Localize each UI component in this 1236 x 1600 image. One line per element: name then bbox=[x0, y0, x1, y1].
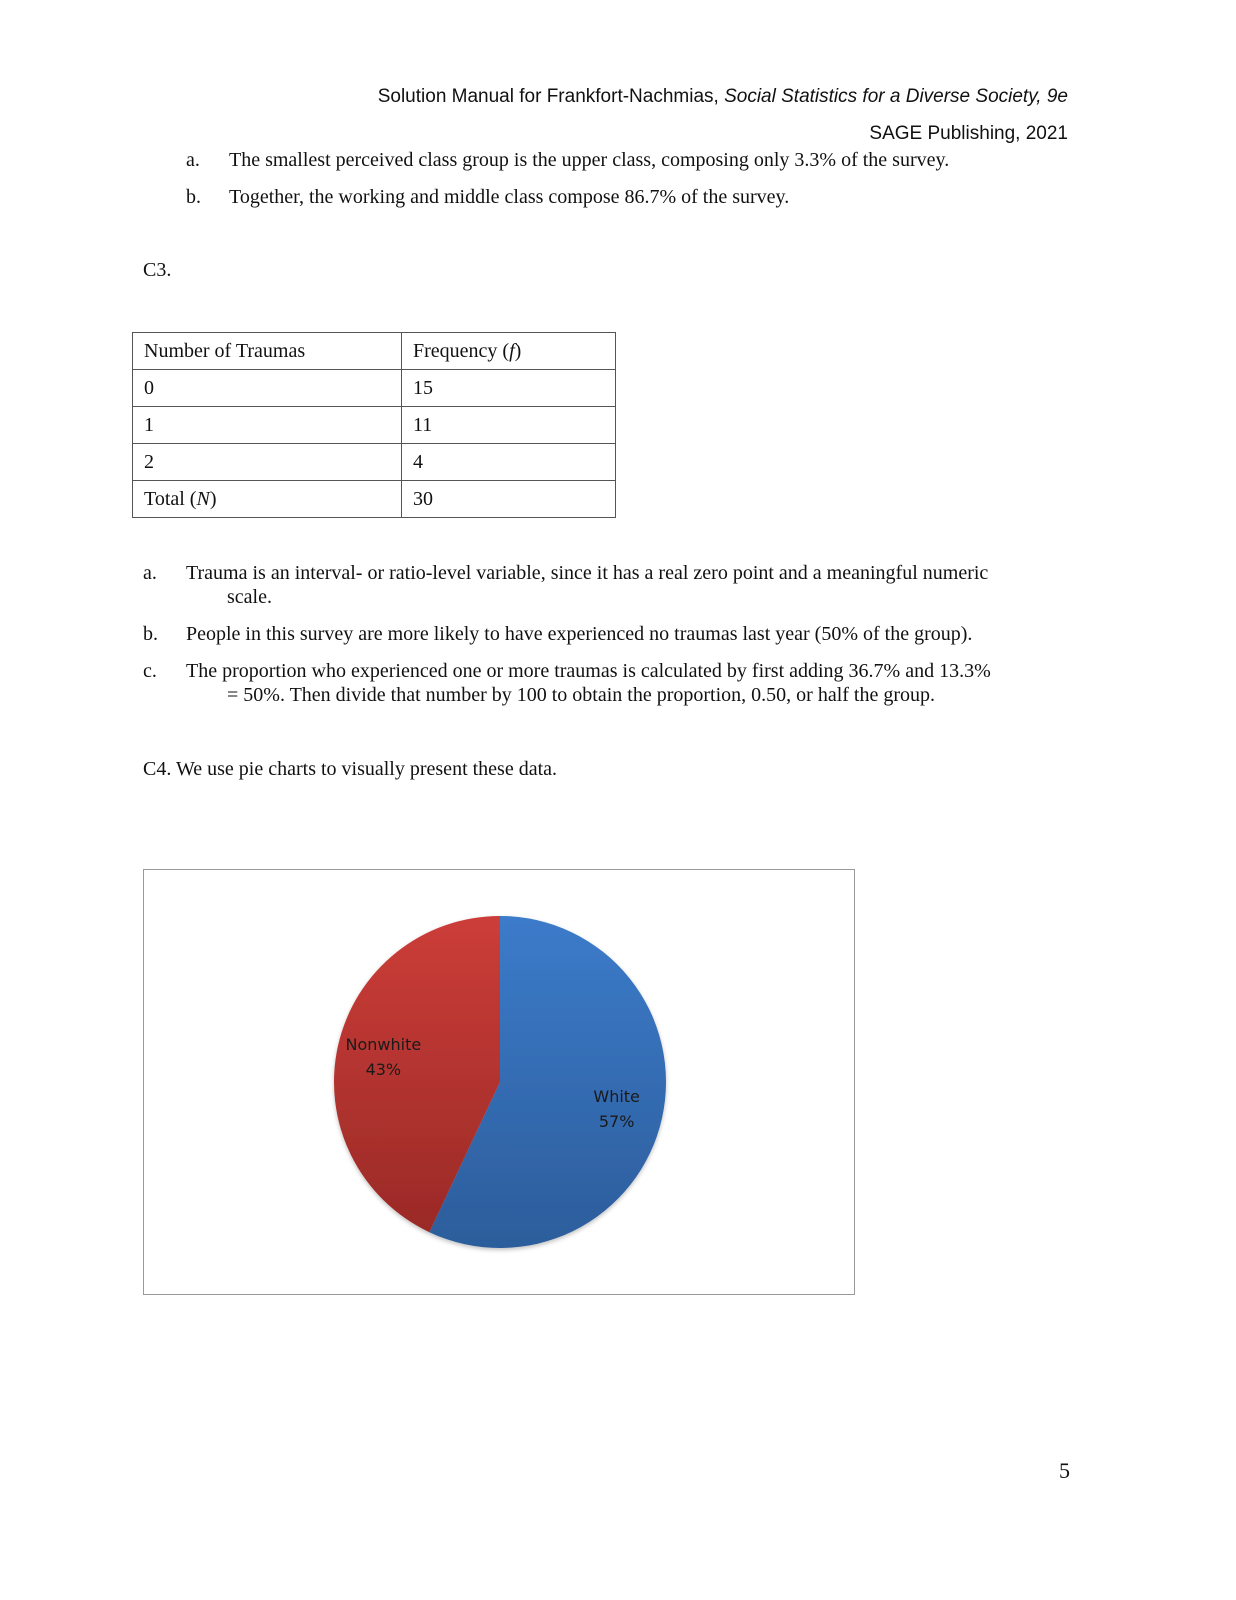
list-item bbox=[186, 185, 1086, 209]
pie-value-label-nonwhite: 43% bbox=[365, 1059, 402, 1079]
list-item bbox=[186, 148, 1086, 172]
table-header-row bbox=[133, 333, 616, 370]
pie-label-white: White bbox=[593, 1087, 640, 1107]
section-heading-c3: C3. bbox=[143, 259, 172, 281]
cell-frequency: 15 bbox=[402, 370, 616, 407]
list-item bbox=[143, 659, 1073, 707]
list-item bbox=[143, 561, 1073, 609]
table-row bbox=[133, 370, 616, 407]
total-label-suffix: ) bbox=[209, 487, 217, 510]
running-header-publisher: SAGE Publishing, 2021 bbox=[869, 123, 1068, 144]
list-item-text: The smallest perceived class group is the upper class, composing only 3.3% of the survey. bbox=[229, 149, 950, 171]
page-number: 5 bbox=[1059, 1458, 1070, 1483]
section-c4-text: C4. We use pie charts to visually present these data. bbox=[143, 758, 558, 780]
header-frequency-prefix: Frequency ( bbox=[413, 339, 510, 362]
pie-chart bbox=[144, 870, 856, 1296]
header-cell-traumas: Number of Traumas bbox=[133, 333, 402, 370]
cell-total-label bbox=[133, 481, 402, 518]
header-frequency-symbol: f bbox=[509, 339, 515, 362]
list-marker: b. bbox=[186, 186, 201, 208]
frequency-table bbox=[132, 332, 616, 518]
table-total-row bbox=[133, 481, 616, 518]
list-marker: b. bbox=[143, 623, 158, 645]
list-item-text-continued: = 50%. Then divide that number by 100 to obtain the proportion, 0.50, or half the group. bbox=[227, 684, 936, 706]
list-item-text-continued: scale. bbox=[227, 586, 272, 608]
cell-traumas: 0 bbox=[133, 370, 402, 407]
list-marker: a. bbox=[186, 149, 200, 171]
list-item-text: Trauma is an interval- or ratio-level variable, since it has a real zero point and a meaningful numeric bbox=[186, 562, 989, 584]
header-frequency-suffix: ) bbox=[514, 339, 522, 362]
pie-chart-frame bbox=[143, 869, 855, 1295]
table-row bbox=[133, 407, 616, 444]
cell-frequency: 4 bbox=[402, 444, 616, 481]
table-row bbox=[133, 444, 616, 481]
pie-label-nonwhite: Nonwhite bbox=[345, 1034, 422, 1054]
total-label-prefix: Total ( bbox=[144, 487, 197, 510]
header-book-title: Social Statistics for a Diverse Society, 9e bbox=[724, 86, 1068, 107]
header-cell-frequency bbox=[402, 333, 616, 370]
cell-traumas: 1 bbox=[133, 407, 402, 444]
list-marker: a. bbox=[143, 562, 157, 584]
list-item-text: The proportion who experienced one or more traumas is calculated by first adding 36.7% and 13.3% bbox=[186, 660, 991, 682]
header-title-prefix: Solution Manual for Frankfort-Nachmias, bbox=[377, 86, 725, 107]
list-item-text: Together, the working and middle class compose 86.7% of the survey. bbox=[229, 186, 790, 208]
total-label-symbol: N bbox=[196, 487, 210, 510]
list-item bbox=[143, 622, 1073, 646]
list-item-text: People in this survey are more likely to have experienced no traumas last year (50% of the group). bbox=[186, 623, 973, 645]
running-header-title bbox=[378, 86, 1068, 108]
list-marker: c. bbox=[143, 660, 157, 682]
cell-frequency: 11 bbox=[402, 407, 616, 444]
pie-value-label-white: 57% bbox=[598, 1112, 635, 1132]
cell-traumas: 2 bbox=[133, 444, 402, 481]
cell-total-value: 30 bbox=[402, 481, 616, 518]
